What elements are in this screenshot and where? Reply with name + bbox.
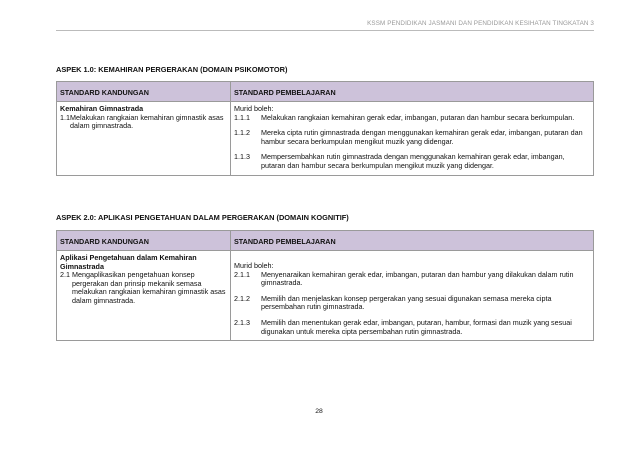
- pembelajaran-number: 1.1.2: [234, 128, 250, 138]
- table-row: [57, 102, 594, 176]
- pembelajaran-cell: [231, 251, 594, 341]
- kandungan-number: 2.1: [60, 270, 70, 280]
- pembelajaran-item: [234, 153, 591, 170]
- section-title-aspek-2: ASPEK 2.0: APLIKASI PENGETAHUAN DALAM PERGERAKAN (DOMAIN KOGNITIF): [56, 213, 349, 222]
- kandungan-title: Aplikasi Pengetahuan dalam Kemahiran Gimnastrada: [60, 253, 197, 271]
- pembelajaran-item: [234, 271, 591, 288]
- table-row: [57, 251, 594, 341]
- pembelajaran-number: 2.1.3: [234, 317, 250, 327]
- pembelajaran-text: Mempersembahkan rutin gimnastrada dengan menggunakan kemahiran gerak edar, imbangan, putaran dan hambur secara berkumpulan mengikut muzik yang didengar.: [261, 152, 565, 170]
- kandungan-text: Mengaplikasikan pengetahuan konsep pergerakan dan prinsip mekanik semasa melakukan rangkaian kemahiran gimnastik asas dalam gimnastrada.: [72, 270, 226, 305]
- pembelajaran-item: [234, 295, 591, 312]
- pembelajaran-intro: Murid boleh:: [234, 261, 274, 270]
- header-divider: [56, 30, 594, 31]
- kandungan-item: [60, 271, 228, 305]
- section-title-aspek-1: ASPEK 1.0: KEMAHIRAN PERGERAKAN (DOMAIN PSIKOMOTOR): [56, 65, 288, 74]
- pembelajaran-item: [234, 129, 591, 146]
- pembelajaran-text: Memilih dan menentukan gerak edar, imbangan, putaran, hambur, formasi dan muzik yang sesuai digunakan untuk mereka cipta persembahan rutin gimnastrada.: [261, 317, 572, 336]
- page-number: 28: [315, 408, 323, 415]
- kandungan-cell: [57, 102, 231, 176]
- section-table-aspek-1: [56, 81, 594, 176]
- col-header-pembelajaran: STANDARD PEMBELAJARAN: [231, 82, 594, 102]
- col-header-pembelajaran: STANDARD PEMBELAJARAN: [231, 231, 594, 251]
- pembelajaran-number: 2.1.1: [234, 269, 250, 279]
- table-header-row: [57, 82, 594, 102]
- pembelajaran-text: Melakukan rangkaian kemahiran gerak edar, imbangan, putaran dan hambur secara berkumpulan.: [261, 112, 575, 122]
- col-header-kandungan: STANDARD KANDUNGAN: [57, 82, 231, 102]
- pembelajaran-number: 1.1.1: [234, 112, 250, 122]
- pembelajaran-item: [234, 319, 591, 336]
- kandungan-cell: [57, 251, 231, 341]
- kandungan-text: Melakukan rangkaian kemahiran gimnastik asas dalam gimnastrada.: [70, 112, 224, 131]
- kandungan-item: [60, 114, 228, 131]
- kandungan-number: 1.1: [60, 112, 70, 122]
- pembelajaran-item: [234, 114, 591, 123]
- kandungan-title: Kemahiran Gimnastrada: [60, 104, 144, 113]
- pembelajaran-intro: Murid boleh:: [234, 104, 274, 113]
- pembelajaran-text: Memilih dan menjelaskan konsep pergerakan yang sesuai digunakan semasa mereka cipta persembahan rutin gimnastrada.: [261, 293, 552, 312]
- table-header-row: [57, 231, 594, 251]
- section-table-aspek-2: [56, 230, 594, 341]
- pembelajaran-text: Mereka cipta rutin gimnastrada dengan menggunakan kemahiran gerak edar, imbangan, putaran dan hambur secara berkumpulan mengikut muzik yang didengar.: [261, 128, 583, 146]
- col-header-kandungan: STANDARD KANDUNGAN: [57, 231, 231, 251]
- pembelajaran-number: 1.1.3: [234, 152, 250, 162]
- document-header: KSSM PENDIDIKAN JASMANI DAN PENDIDIKAN KESIHATAN TINGKATAN 3: [367, 20, 594, 27]
- pembelajaran-text: Menyenaraikan kemahiran gerak edar, imbangan, putaran dan hambur yang dilakukan dalam rutin gimnastrada.: [261, 269, 574, 288]
- pembelajaran-cell: [231, 102, 594, 176]
- pembelajaran-number: 2.1.2: [234, 293, 250, 303]
